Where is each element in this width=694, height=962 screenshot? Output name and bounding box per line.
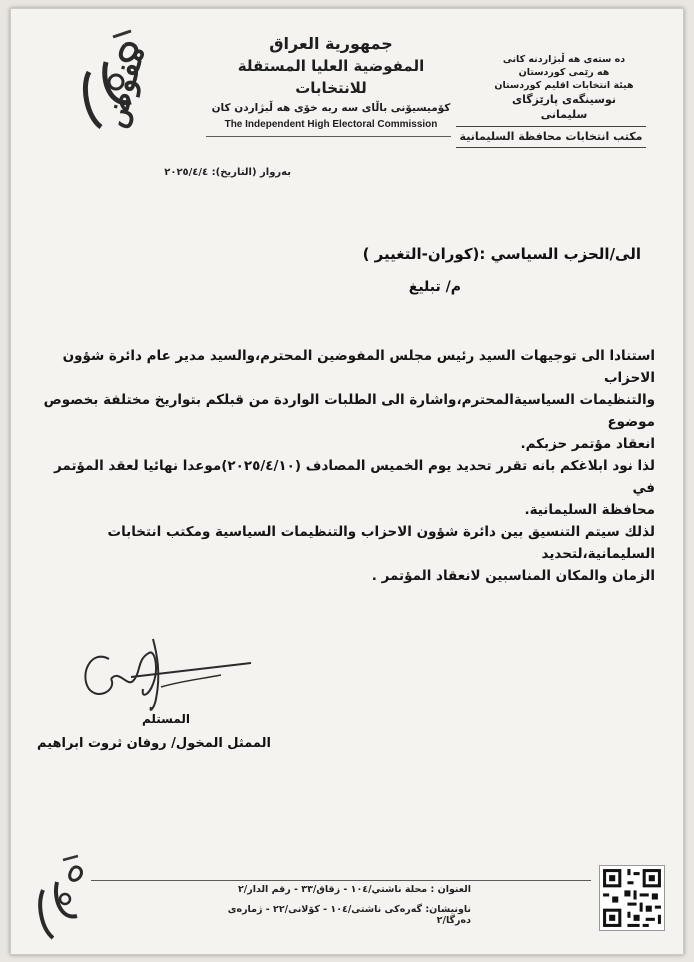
header-commission-ku: كۆمیسیۆنی باڵای سه ربه خۆی هه ڵبژاردن كان [211, 102, 451, 114]
commission-logo [61, 27, 153, 137]
header-right-line4: نوسینگەی پارێزگای سلیمانی [512, 93, 616, 121]
handwritten-signature [71, 629, 261, 719]
footer-logo-icon [23, 854, 93, 944]
header-right [489, 53, 639, 122]
logo-text: مفوض [96, 41, 153, 132]
footer-logo [23, 854, 93, 944]
subject-line: م/ تبليغ [408, 279, 461, 295]
document-page [10, 8, 684, 955]
header-country: جمهورية العراق [269, 34, 393, 53]
body-paragraph-1-line-2: والتنظيمات السياسيةالمحترم،واشارة الى الطلبات الواردة من قبلكم بتواريخ مختلفة بخصوص موضوع [43, 392, 655, 430]
footer-address-ku: ناونيشان: گەرەكی ناشتی/١٠٤ - كۆلانی/٢٢ - ژمارەی دەرگا/٢ [227, 904, 471, 926]
footer-address-ar: العنوان : محلة ناشتي/١٠٤ - زقاق/٣٣ - رقم الدار/٢ [237, 884, 471, 895]
header-divider [206, 136, 451, 137]
body-paragraph-1-line-1: استنادا الى توجيهات السيد رئيس مجلس المفوضين المحترم،والسيد مدير عام دائرة شؤون الاحزاب [62, 348, 655, 386]
recipient-line: الى/الحزب السياسي :(كوران-التغيير ) [362, 245, 641, 263]
body-paragraph-3-line-2: الزمان والمكان المناسبين لانعقاد المؤتمر . [371, 568, 655, 584]
header-commission-en: The Independent High Electoral Commission [224, 119, 438, 130]
header-right-line2: هه رێمی کوردستان [518, 67, 610, 78]
date-line: بەروار (التاريخ): ٢٠٢٥/٤/٤ [164, 167, 291, 178]
header-center [206, 33, 456, 133]
footer-divider [91, 880, 591, 881]
office-name: مكتب انتخابات محافظة السليمانية [459, 130, 643, 143]
body-paragraph-1-line-3: انعقاد مؤتمر حزبكم. [520, 436, 655, 452]
office-name-box [456, 126, 646, 148]
header-right-line1: ده ستەی هه ڵبژاردنه کانی [502, 54, 626, 65]
signatory-name: الممثل المخول/ روفان ثروت ابراهيم [37, 736, 271, 751]
signature-label: المستلم [141, 712, 191, 726]
body-paragraph-2-line-2: محافظة السليمانية. [524, 502, 655, 518]
header-commission-ar: المفوضية العليا المستقلة للانتخابات [237, 57, 425, 97]
header-right-line3: هيئة انتخابات اقليم كوردستان [494, 80, 634, 91]
letter-body [43, 345, 655, 587]
body-paragraph-2-line-1: لذا نود ابلاغكم بانه تقرر تحديد يوم الخميس المصادف (٢٠٢٥/٤/١٠)موعدا نهائيا لعقد المؤتمر في [54, 458, 655, 496]
qr-code [599, 865, 665, 931]
body-paragraph-3-line-1: لذلك سيتم التنسيق بين دائرة شؤون الاحزاب والتنظيمات السياسية ومكتب انتخابات السليمانية،لتحديد [107, 524, 655, 562]
